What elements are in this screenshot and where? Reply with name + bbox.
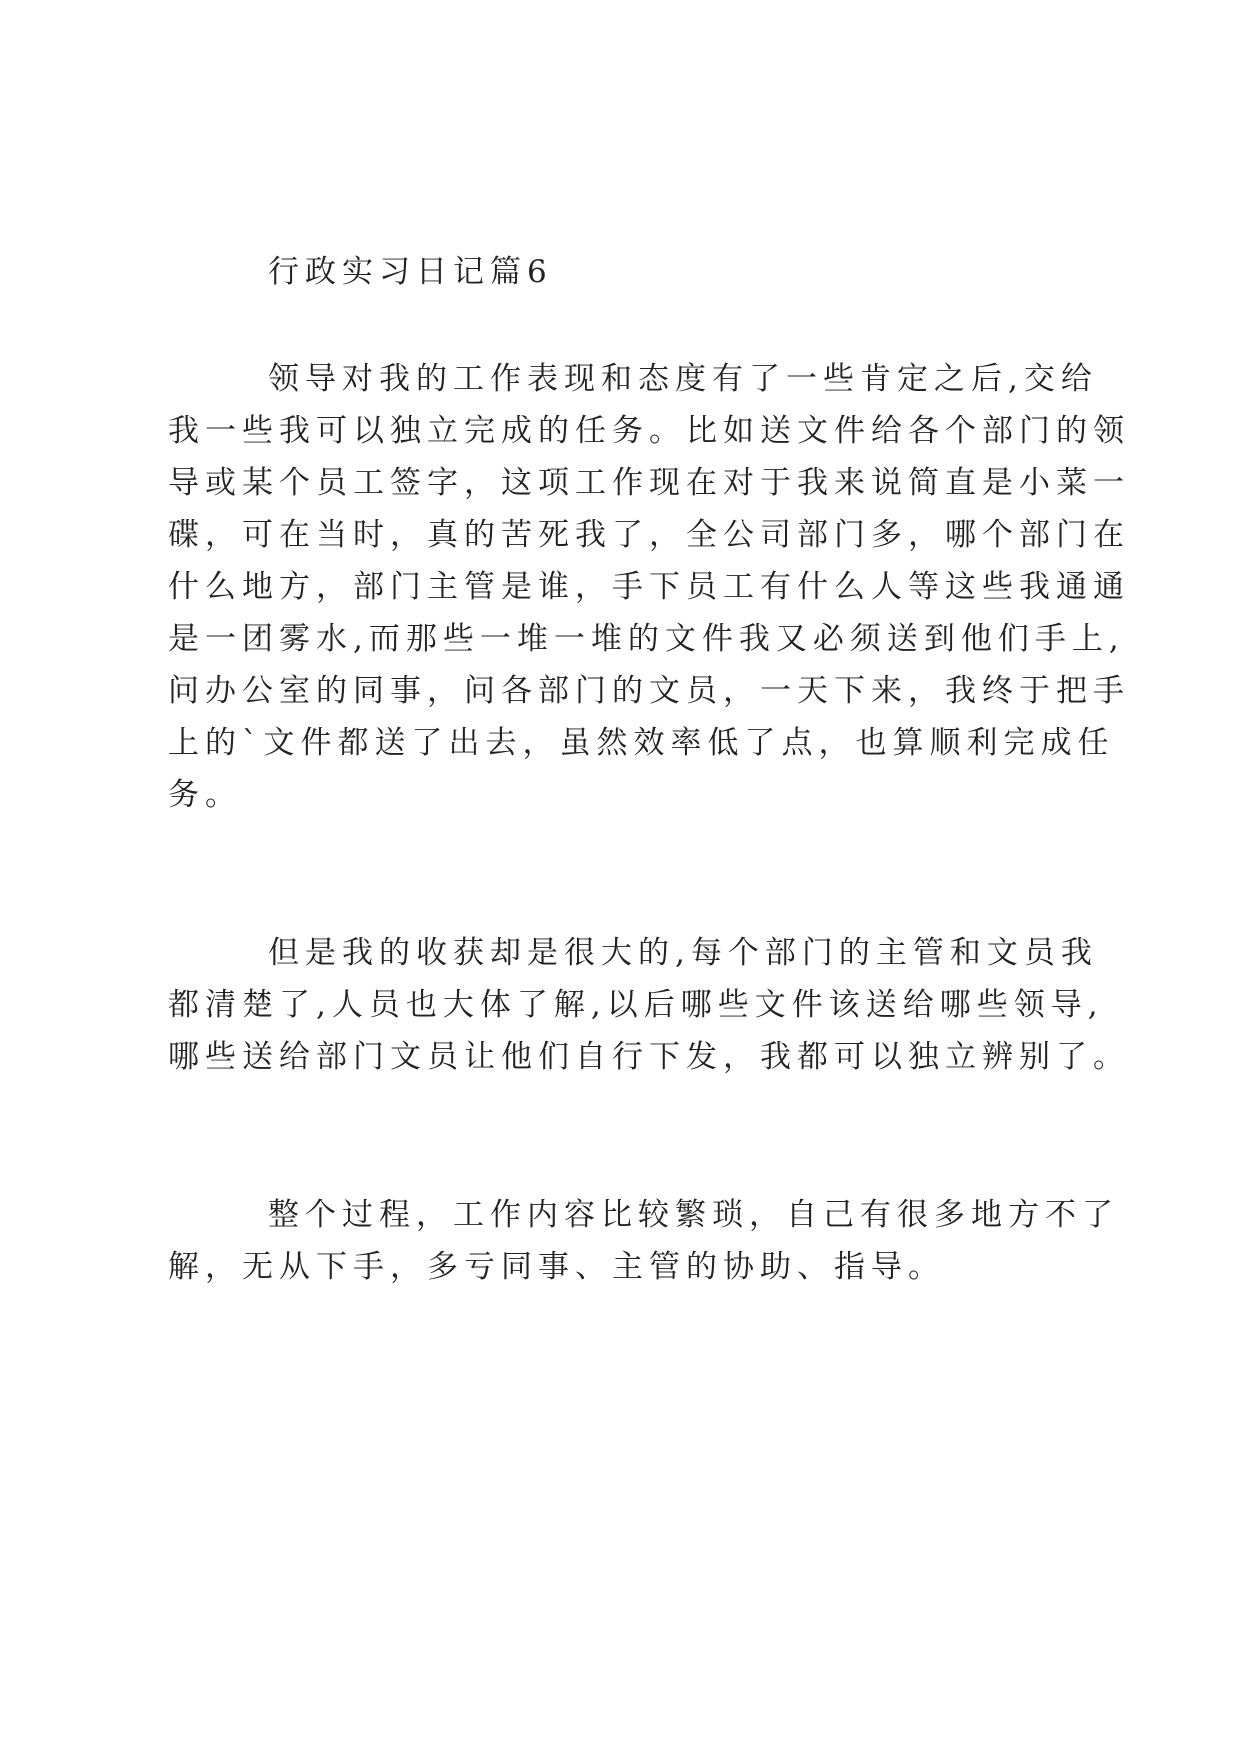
paragraph-1-line-2: 我一些我可以独立完成的任务。比如送文件给各个部门的领 <box>168 413 1130 449</box>
paragraph-1-line-3: 导或某个员工签字，这项工作现在对于我来说简直是小菜一 <box>168 465 1130 501</box>
paragraph-1-line-4: 碟，可在当时，真的苦死我了，全公司部门多，哪个部门在 <box>168 517 1130 553</box>
paragraph-3-line-1: 整个过程，工作内容比较繁琐，自己有很多地方不了 <box>268 1197 1119 1233</box>
paragraph-2-line-1: 但是我的收获却是很大的,每个部门的主管和文员我 <box>268 935 1098 971</box>
paragraph-1-line-1: 领导对我的工作表现和态度有了一些肯定之后,交给 <box>268 361 1098 397</box>
paragraph-1-line-6: 是一团雾水,而那些一堆一堆的文件我又必须送到他们手上, <box>168 621 1125 657</box>
paragraph-3-line-2: 解，无从下手，多亏同事、主管的协助、指导。 <box>168 1249 945 1285</box>
paragraph-1-line-7: 问办公室的同事，问各部门的文员，一天下来，我终于把手 <box>168 673 1130 709</box>
paragraph-2-line-2: 都清楚了,人员也大体了解,以后哪些文件该送给哪些领导, <box>168 987 1104 1023</box>
paragraph-1-line-9: 务。 <box>168 777 242 813</box>
paragraph-1-line-8: 上的`文件都送了出去，虽然效率低了点，也算顺利完成任 <box>168 725 1115 761</box>
document-heading: 行政实习日记篇6 <box>268 254 553 290</box>
paragraph-1-line-5: 什么地方，部门主管是谁，手下员工有什么人等这些我通通 <box>168 569 1130 605</box>
paragraph-2-line-3: 哪些送给部门文员让他们自行下发，我都可以独立辨别了。 <box>168 1039 1130 1075</box>
